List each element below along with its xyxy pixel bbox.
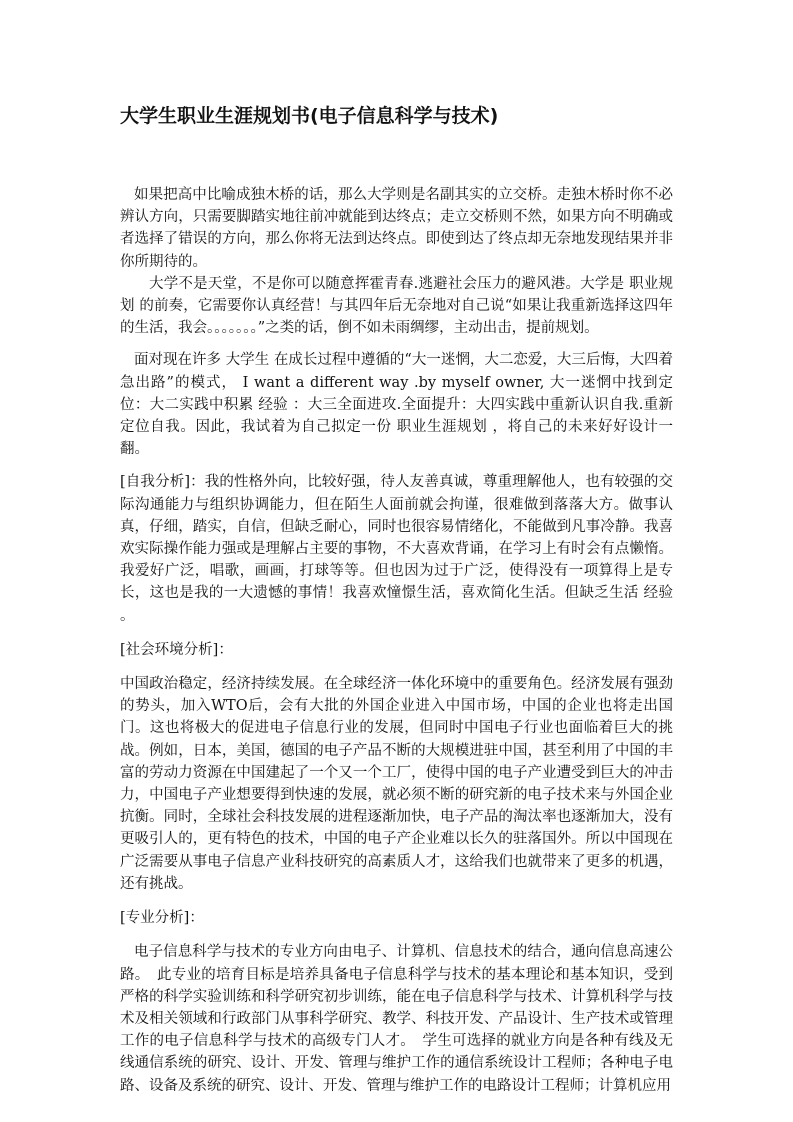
section-heading-social-environment: [社会环境分析]： — [120, 641, 233, 658]
section-heading-major-analysis: [专业分析]： — [120, 910, 204, 927]
paragraph-intro: 如果把高中比喻成独木桥的话，那么大学则是名副其实的立交桥。走独木桥时你不必辨认方向，只需要脚踏实地往前冲就能到达终点；走立交桥则不然，如果方向不明确或者选择了错误的方向，那么你将无法到达终点。即使到达了终点却无奈地发现结果并非你所期待的。 — [120, 187, 673, 270]
paragraph-social-environment: 中国政治稳定，经济持续发展。在全球经济一体化环境中的重要角色。经济发展有强劲的势头，加入WTO后，会有大批的外国企业进入中国市场，中国的企业也将走出国门。这也将极大的促进电子信息行业的发展，但同时中国电子行业也面临着巨大的挑战。例如，日本，美国，德国的电子产品不断的大规模进驻中国，甚至利用了中国的丰富的劳动力资源在中国建起了一个又一个工厂，使得中国的电子产业遭受到巨大的冲击力，中国电子产业想要得到快速的发展，就必须不断的研究新的电子技术来与外国企业抗衡。同时，全球社会科技发展的进程逐渐加快，电子产品的淘汰率也逐渐加大，没有更吸引人的，更有特色的技术，中国的电子产企业难以长久的驻落国外。所以中国现在广泛需要从事电子信息产业科技研究的高素质人才，这给我们也就带来了更多的机遇，还有挑战。 — [120, 676, 673, 892]
paragraph-planning-motivation: 面对现在许多 大学生 在成长过程中遵循的“大一迷惘，大二恋爱，大三后悔，大四着急出路”的模式， I want a different way .by myself owner, 大一迷惘中找到定位：大二实践中积累 经验 ：大三全面进攻.全面提升：大四实践中重新认识自我.重新定位自我。因此，我试着为自己拟定一份 职业生涯规划 ，将自己的未来好好设计一翻。 — [120, 352, 673, 458]
document-title: 大学生职业生涯规划书(电子信息科学与技术) — [120, 105, 499, 127]
paragraph-university: 大学不是天堂，不是你可以随意挥霍青春.逃避社会压力的避风港。大学是 职业规划 的前奏，它需要你认真经营！与其四年后无奈地对自己说“如果让我重新选择这四年的生活，我会。。。。。。。”之类的话，倒不如未雨绸缪，主动出击，提前规划。 — [120, 275, 673, 337]
document-body — [120, 184, 673, 1097]
paragraph-self-analysis: [自我分析]：我的性格外向，比较好强，待人友善真诚，尊重理解他人，也有较强的交际沟通能力与组织协调能力，但在陌生人面前就会拘谨，很难做到落落大方。做事认真，仔细，踏实，自信，但缺乏耐心，同时也很容易情绪化，不能做到凡事冷静。我喜欢实际操作能力强或是理解占主要的事物，不大喜欢背诵，在学习上有时会有点懒惰。我爱好广泛，唱歌，画画，打球等等。但也因为过于广泛，使得没有一项算得上是专长，这也是我的一大遗憾的事情！我喜欢憧憬生活，喜欢简化生活。但缺乏生活 经验 。 — [120, 474, 673, 624]
paragraph-major-analysis: 电子信息科学与技术的专业方向由电子、计算机、信息技术的结合，通向信息高速公路。 此专业的培育目标是培养具备电子信息科学与技术的基本理论和基本知识，受到严格的科学实验训练和科学研究初步训练，能在电子信息科学与技术、计算机科学与技术及相关领域和行政部门从事科学研究、教学、科技开发、产品设计、生产技术或管理工作的电子信息科学与技术的高级专门人才。 学生可选择的就业方向是各种有线及无线通信系统的研究、设计、开发、管理与维护工作的通信系统设计工程师；各种电子电路、设备及系统的研究、设计、开发、管理与维护工作的电路设计工程师；计算机应用 — [120, 944, 673, 1094]
